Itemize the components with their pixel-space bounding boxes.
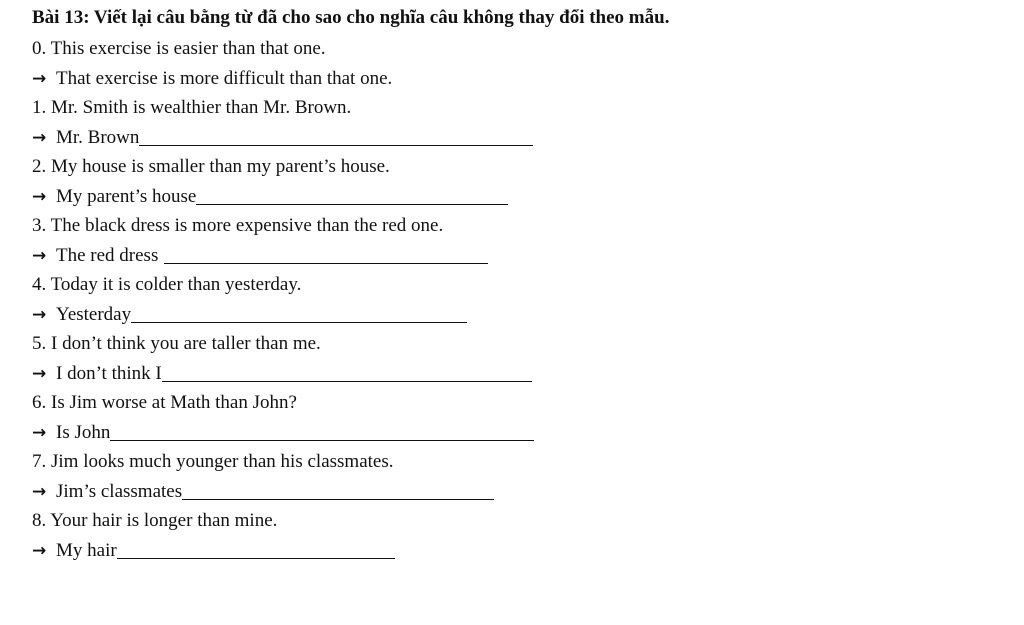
answer-6 <box>32 418 992 448</box>
arrow-icon: → <box>32 540 47 561</box>
example-question: 0. This exercise is easier than that one. <box>32 38 326 59</box>
arrow-icon: → <box>32 304 47 325</box>
question-6: 6. Is Jim worse at Math than John? <box>32 392 297 413</box>
arrow-icon: → <box>32 68 47 89</box>
answer-4 <box>32 300 992 330</box>
answer-5-prompt: I don’t think I <box>56 362 162 384</box>
arrow-icon: → <box>32 481 47 502</box>
answer-8-blank[interactable] <box>117 557 395 559</box>
answer-3 <box>32 241 992 271</box>
exercise-title: Bài 13: Viết lại câu bằng từ đã cho sao cho nghĩa câu không thay đổi theo mẫu. <box>32 7 670 28</box>
answer-6-blank[interactable] <box>110 439 534 441</box>
arrow-icon: → <box>32 363 47 384</box>
answer-4-blank[interactable] <box>131 321 467 323</box>
example-answer-text: That exercise is more difficult than that one. <box>56 67 393 89</box>
answer-7 <box>32 477 992 507</box>
arrow-icon: → <box>32 422 47 443</box>
answer-8 <box>32 536 992 566</box>
answer-3-prompt: The red dress <box>56 244 159 266</box>
answer-1-prompt: Mr. Brown <box>56 126 140 148</box>
worksheet <box>32 4 992 565</box>
question-3: 3. The black dress is more expensive than the red one. <box>32 215 444 236</box>
answer-6-prompt: Is John <box>56 421 111 443</box>
answer-2 <box>32 182 992 212</box>
question-4: 4. Today it is colder than yesterday. <box>32 274 302 295</box>
answer-3-blank[interactable] <box>164 262 488 264</box>
question-8: 8. Your hair is longer than mine. <box>32 510 278 531</box>
answer-1-blank[interactable] <box>139 144 533 146</box>
example-answer <box>32 64 992 94</box>
arrow-icon: → <box>32 186 47 207</box>
question-2: 2. My house is smaller than my parent’s house. <box>32 156 390 177</box>
arrow-icon: → <box>32 245 47 266</box>
answer-8-prompt: My hair <box>56 539 117 561</box>
answer-2-prompt: My parent’s house <box>56 185 197 207</box>
question-1: 1. Mr. Smith is wealthier than Mr. Brown. <box>32 97 352 118</box>
answer-5 <box>32 359 992 389</box>
answer-1 <box>32 123 992 153</box>
answer-2-blank[interactable] <box>196 203 508 205</box>
arrow-icon: → <box>32 127 47 148</box>
answer-7-blank[interactable] <box>182 498 494 500</box>
answer-4-prompt: Yesterday <box>56 303 132 325</box>
question-7: 7. Jim looks much younger than his classmates. <box>32 451 394 472</box>
answer-7-prompt: Jim’s classmates <box>56 480 183 502</box>
question-5: 5. I don’t think you are taller than me. <box>32 333 321 354</box>
answer-5-blank[interactable] <box>162 380 532 382</box>
